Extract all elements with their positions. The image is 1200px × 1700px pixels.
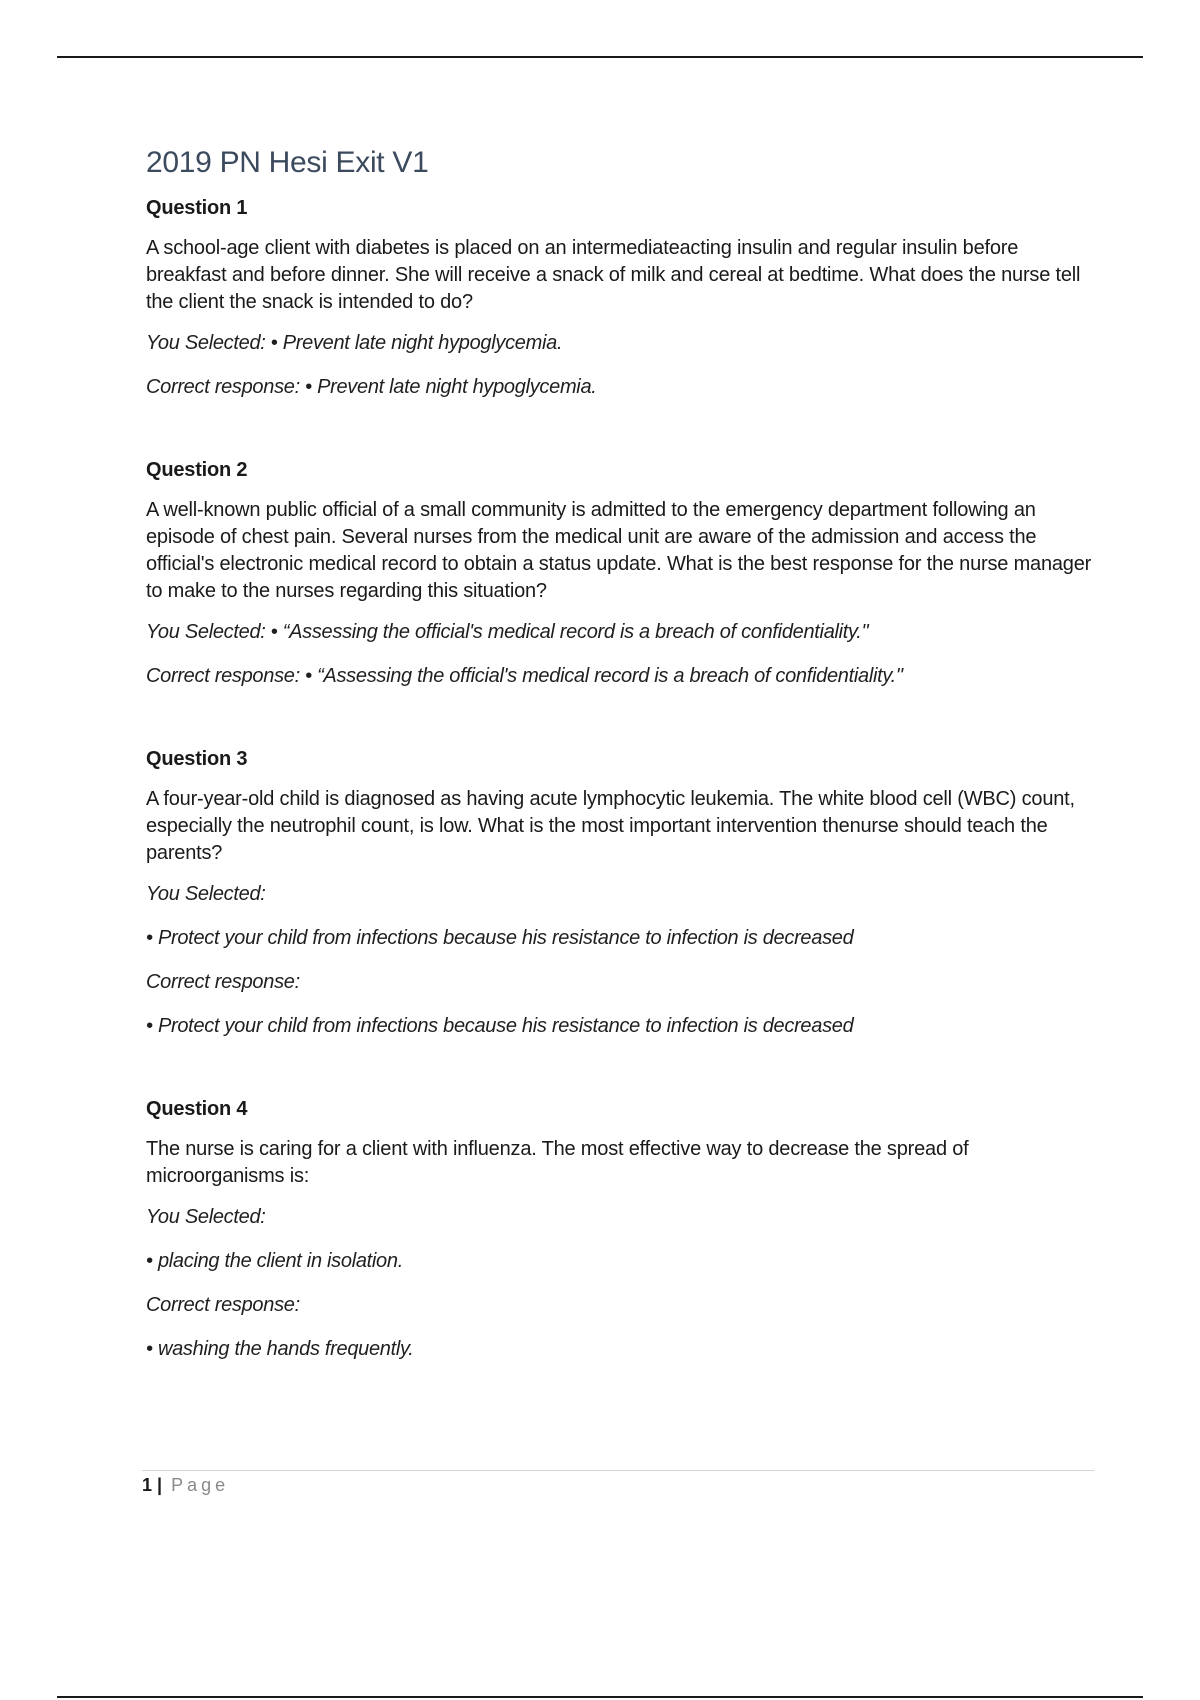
selected-response: You Selected: • “Assessing the official's medical record is a breach of confidentiality."	[146, 621, 869, 643]
selected-response-answer: • Protect your child from infections because his resistance to infection is decreased	[146, 927, 854, 949]
footer-separator: |	[157, 1475, 163, 1495]
spacer	[146, 707, 1096, 747]
selected-response: You Selected: • Prevent late night hypoglycemia.	[146, 332, 563, 354]
spacer	[146, 418, 1096, 458]
question-4	[146, 1097, 1096, 1362]
question-2	[146, 458, 1096, 689]
page-footer	[142, 1470, 1094, 1496]
footer-rule	[57, 1696, 1143, 1698]
question-text: The nurse is caring for a client with influenza. The most effective way to decrease the spread of microorganisms is:	[146, 1138, 969, 1187]
correct-response-answer: • Protect your child from infections because his resistance to infection is decreased	[146, 1015, 854, 1037]
selected-response-answer: • placing the client in isolation.	[146, 1250, 403, 1272]
page-label: Page	[171, 1475, 230, 1495]
question-text: A four-year-old child is diagnosed as having acute lymphocytic leukemia. The white blood cell (WBC) count, especially the neutrophil count, is low. What is the most important intervention thenurse should teach the parents?	[146, 788, 1075, 864]
question-text: A well-known public official of a small community is admitted to the emergency department following an episode of chest pain. Several nurses from the medical unit are aware of the admission and access the official's electronic medical record to obtain a status update. What is the best response for the nurse manager to make to the nurses regarding this situation?	[146, 499, 1092, 602]
correct-response: Correct response: • “Assessing the official's medical record is a breach of confidentiality."	[146, 665, 903, 687]
selected-response-label: You Selected:	[146, 883, 266, 905]
spacer	[146, 1057, 1096, 1097]
selected-response-label: You Selected:	[146, 1206, 266, 1228]
page-number: 1	[142, 1475, 153, 1495]
correct-response: Correct response: • Prevent late night hypoglycemia.	[146, 376, 597, 398]
question-heading: Question 3	[146, 748, 248, 770]
question-heading: Question 4	[146, 1098, 248, 1120]
question-heading: Question 1	[146, 197, 248, 219]
document-page	[146, 143, 1096, 1380]
document-title: 2019 PN Hesi Exit V1	[146, 146, 429, 179]
header-rule	[57, 56, 1143, 58]
question-heading: Question 2	[146, 459, 248, 481]
question-1	[146, 196, 1096, 400]
correct-response-label: Correct response:	[146, 971, 300, 993]
question-3	[146, 747, 1096, 1039]
correct-response-label: Correct response:	[146, 1294, 300, 1316]
question-text: A school-age client with diabetes is placed on an intermediateacting insulin and regular insulin before breakfast and before dinner. She will receive a snack of milk and cereal at bedtime. What does the nurse tell the client the snack is intended to do?	[146, 237, 1081, 313]
correct-response-answer: • washing the hands frequently.	[146, 1338, 414, 1360]
